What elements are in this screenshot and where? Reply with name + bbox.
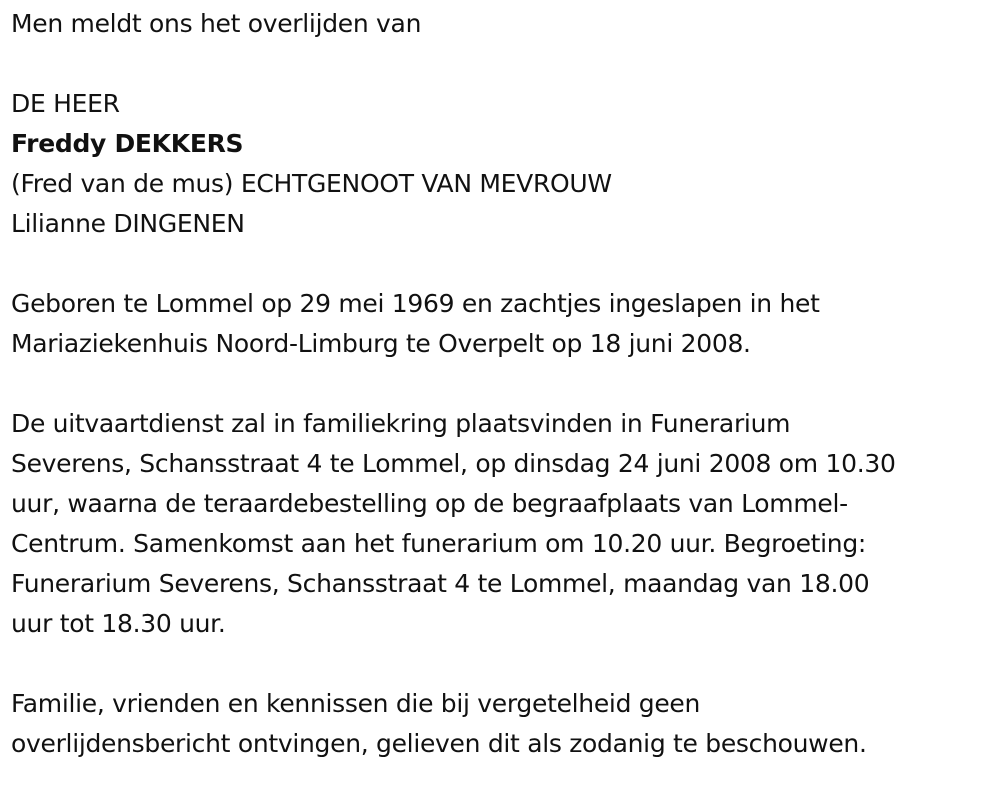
birth-paragraph [11,284,996,364]
service-line: De uitvaartdienst zal in familiekring plaatsvinden in Funerarium [11,409,791,438]
birth-line: Mariaziekenhuis Noord-Limburg te Overpelt op 18 juni 2008. [11,329,751,358]
service-line: uur, waarna de teraardebestelling op de begraafplaats van Lommel- [11,489,848,518]
spouse-name: Lilianne DINGENEN [11,209,245,238]
spacer [11,244,996,284]
honorific-title: DE HEER [11,89,120,118]
service-line: Severens, Schansstraat 4 te Lommel, op dinsdag 24 juni 2008 om 10.30 [11,449,896,478]
spacer [11,364,996,404]
closing-paragraph [11,684,996,764]
service-line: Centrum. Samenkomst aan het funerarium om 10.20 uur. Begroeting: [11,529,867,558]
intro-text: Men meldt ons het overlijden van [11,9,422,38]
service-line: uur tot 18.30 uur. [11,609,226,638]
deceased-name: Freddy DEKKERS [11,129,244,158]
spacer [11,644,996,684]
closing-line: Familie, vrienden en kennissen die bij vergetelheid geen [11,689,701,718]
death-notice [11,4,996,764]
closing-line: overlijdensbericht ontvingen, gelieven dit als zodanig te beschouwen. [11,729,867,758]
service-paragraph [11,404,996,644]
spouse-line: (Fred van de mus) ECHTGENOOT VAN MEVROUW [11,169,612,198]
service-line: Funerarium Severens, Schansstraat 4 te Lommel, maandag van 18.00 [11,569,870,598]
birth-line: Geboren te Lommel op 29 mei 1969 en zachtjes ingeslapen in het [11,289,820,318]
spacer [11,44,996,84]
